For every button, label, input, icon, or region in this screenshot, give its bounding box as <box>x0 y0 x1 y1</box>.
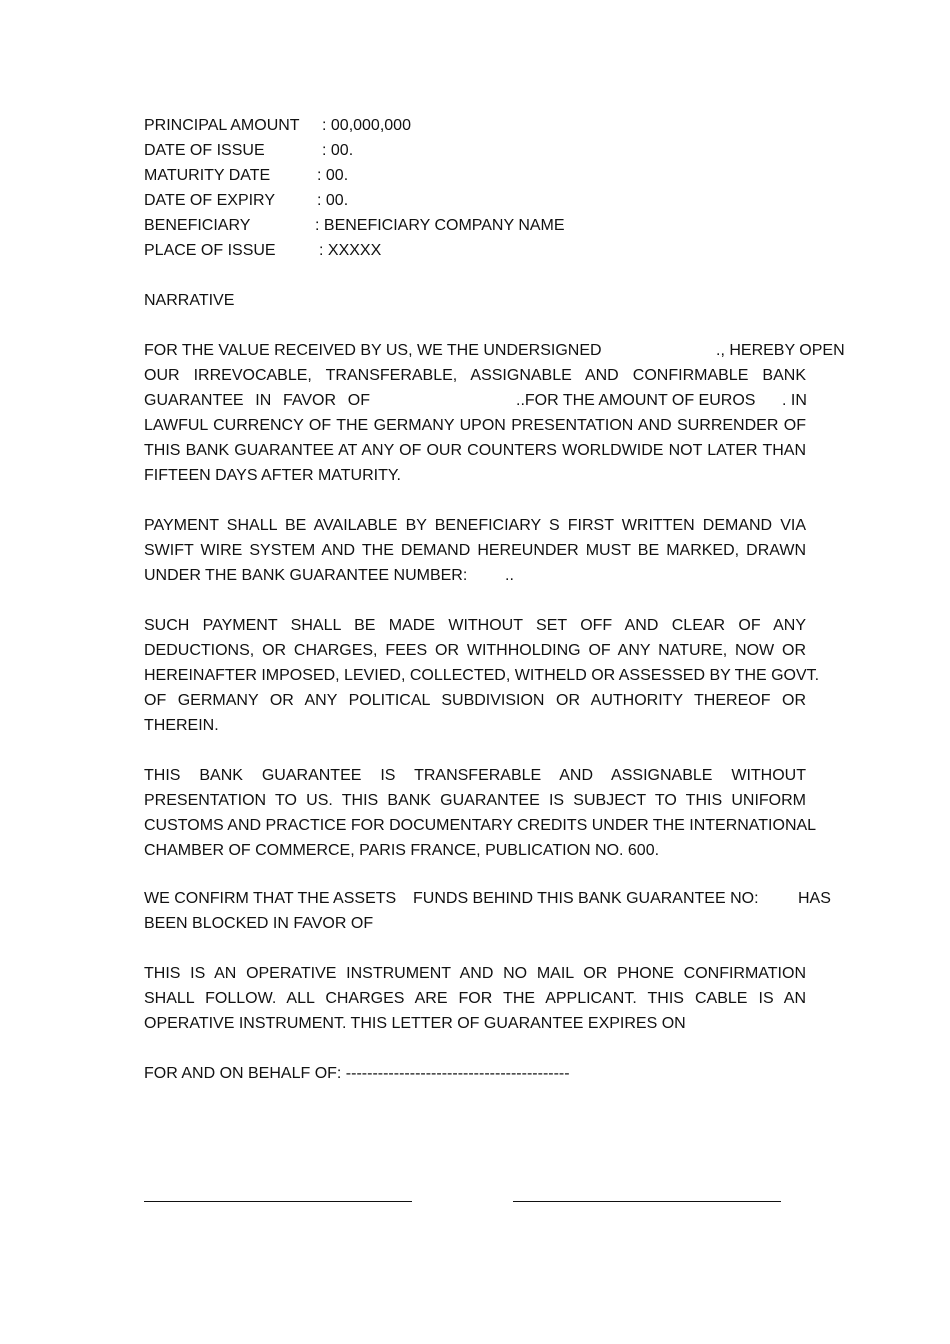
text-line: WE CONFIRM THAT THE ASSETS <box>144 890 397 907</box>
field-value: : BENEFICIARY COMPANY NAME <box>315 217 565 234</box>
text-line: .. <box>505 567 514 584</box>
field-value: : XXXXX <box>319 242 382 259</box>
field-value: : 00. <box>317 192 349 209</box>
field-label: MATURITY DATE <box>144 167 271 184</box>
signature-line-right <box>513 1201 781 1202</box>
field-label: DATE OF ISSUE <box>144 142 265 159</box>
text-line: THIS BANK GUARANTEE AT ANY OF OUR COUNTERS WORLDWIDE NOT LATER THAN <box>144 442 806 459</box>
field-value: : 00. <box>317 167 349 184</box>
text-line: OPERATIVE INSTRUMENT. THIS LETTER OF GUARANTEE EXPIRES ON <box>144 1015 686 1032</box>
field-label: PLACE OF ISSUE <box>144 242 276 259</box>
text-line: CUSTOMS AND PRACTICE FOR DOCUMENTARY CREDITS UNDER THE INTERNATIONAL <box>144 817 817 834</box>
text-line: THIS IS AN OPERATIVE INSTRUMENT AND NO MAIL OR PHONE CONFIRMATION <box>144 965 806 982</box>
text-line: OUR IRREVOCABLE, TRANSFERABLE, ASSIGNABLE AND CONFIRMABLE BANK <box>144 367 806 384</box>
text-line: FUNDS BEHIND THIS BANK GUARANTEE NO: <box>413 890 759 907</box>
text-line: FIFTEEN DAYS AFTER MATURITY. <box>144 467 401 484</box>
text-line: THIS BANK GUARANTEE IS TRANSFERABLE AND ASSIGNABLE WITHOUT <box>144 767 806 784</box>
text-line: CHAMBER OF COMMERCE, PARIS FRANCE, PUBLICATION NO. 600. <box>144 842 660 859</box>
text-line: PRESENTATION TO US. THIS BANK GUARANTEE IS SUBJECT TO THIS UNIFORM <box>144 792 806 809</box>
text-line: ..FOR THE AMOUNT OF EUROS <box>516 392 756 409</box>
signature-line-left <box>144 1201 412 1202</box>
text-line: SHALL FOLLOW. ALL CHARGES ARE FOR THE APPLICANT. THIS CABLE IS AN <box>144 990 806 1007</box>
text-line: ., HEREBY OPEN <box>716 342 845 359</box>
text-line: PAYMENT SHALL BE AVAILABLE BY BENEFICIARY S FIRST WRITTEN DEMAND VIA <box>144 517 806 534</box>
text-line: THEREIN. <box>144 717 219 734</box>
text-line: SUCH PAYMENT SHALL BE MADE WITHOUT SET OFF AND CLEAR OF ANY <box>144 617 806 634</box>
field-value: : 00. <box>322 142 354 159</box>
text-line: FOR THE VALUE RECEIVED BY US, WE THE UNDERSIGNED <box>144 342 602 359</box>
text-line: HEREINAFTER IMPOSED, LEVIED, COLLECTED, WITHELD OR ASSESSED BY THE GOVT. <box>144 667 820 684</box>
text-line: LAWFUL CURRENCY OF THE GERMANY UPON PRESENTATION AND SURRENDER OF <box>144 417 806 434</box>
text-line: SWIFT WIRE SYSTEM AND THE DEMAND HEREUNDER MUST BE MARKED, DRAWN <box>144 542 806 559</box>
text-line: UNDER THE BANK GUARANTEE NUMBER: <box>144 567 468 584</box>
text-line: DEDUCTIONS, OR CHARGES, FEES OR WITHHOLDING OF ANY NATURE, NOW OR <box>144 642 806 659</box>
text-line: GUARANTEE IN FAVOR OF <box>144 392 370 409</box>
field-label: PRINCIPAL AMOUNT <box>144 117 300 134</box>
field-value: : 00,000,000 <box>322 117 411 134</box>
on-behalf-of-line: FOR AND ON BEHALF OF: ------------------------------------------ <box>144 1065 570 1082</box>
text-line: BEEN BLOCKED IN FAVOR OF <box>144 915 374 932</box>
text-line: OF GERMANY OR ANY POLITICAL SUBDIVISION OR AUTHORITY THEREOF OR <box>144 692 806 709</box>
text-line: HAS <box>798 890 831 907</box>
text-line: . IN <box>782 392 807 409</box>
narrative-heading: NARRATIVE <box>144 292 235 309</box>
field-label: DATE OF EXPIRY <box>144 192 275 209</box>
field-label: BENEFICIARY <box>144 217 251 234</box>
